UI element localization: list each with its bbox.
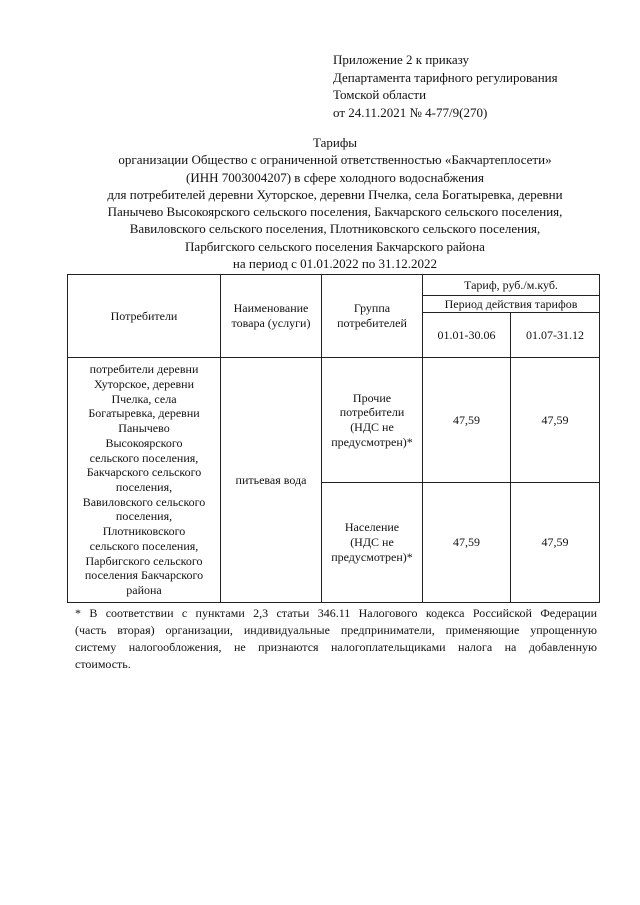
title-line: на период с 01.01.2022 по 31.12.2022 <box>232 256 438 272</box>
group-cell <box>322 483 423 603</box>
appendix-line: Приложение 2 к приказу <box>333 52 470 67</box>
cell-line: Прочие <box>352 390 392 405</box>
cell-line: Бакчарского сельского <box>86 465 202 480</box>
title-line: Вавиловского сельского поселения, Плотниковского сельского поселения, <box>129 221 541 237</box>
cell-line: (НДС не <box>350 535 394 550</box>
footnote-line: * В соответствии с пунктами 2,3 статьи 346.11 Налогового кодекса Российской Федерации <box>75 606 597 620</box>
cell-line: сельского поселения, <box>89 538 199 553</box>
title-line: Парбигского сельского поселения Бакчарского района <box>185 238 485 254</box>
footnote-line: (часть вторая) организации, индивидуальные предприниматели, применяющие упрощенную <box>75 623 597 637</box>
header-consumers: Потребители <box>68 275 221 358</box>
cell-line: потребители деревни <box>89 362 199 377</box>
appendix-line: от 24.11.2021 № 4-77/9(270) <box>333 104 488 120</box>
cell-line: Вавиловского сельского <box>82 494 206 509</box>
cell-line: предусмотрен)* <box>331 434 413 449</box>
title-line: организации Общество с ограниченной ответственностью «Бакчартеплосети» <box>118 152 552 168</box>
tariff-table <box>67 274 600 603</box>
header-period: Период действия тарифов <box>423 296 600 313</box>
cell-line: предусмотрен)* <box>331 549 413 564</box>
cell-line: поселения Бакчарского <box>84 568 204 583</box>
header-product: Наименование товара (услуги) <box>221 275 322 358</box>
header-tariff: Тариф, руб./м.куб. <box>423 275 600 296</box>
cell-line: Пчелка, села <box>111 391 177 406</box>
tariff-value-cell: 47,59 <box>511 358 600 483</box>
product-cell: питьевая вода <box>221 358 322 603</box>
footnote <box>75 605 597 673</box>
group-cell <box>322 358 423 483</box>
tariff-value-cell: 47,59 <box>511 483 600 603</box>
cell-line: поселения, <box>115 480 173 494</box>
cell-line: Население <box>344 520 400 535</box>
footnote-line: стоимость. <box>75 657 131 671</box>
footnote-line: систему налогообложения, не признаются налогоплательщиками налога на добавленную <box>75 640 597 654</box>
header-row <box>68 275 600 296</box>
title-line: (ИНН 7003004207) в сфере холодного водоснабжения <box>185 169 484 185</box>
cell-line: поселения, <box>115 509 173 524</box>
cell-line: сельского поселения, <box>89 450 199 465</box>
consumers-cell <box>68 358 221 603</box>
cell-line: Плотниковского <box>102 524 186 539</box>
cell-line: Хуторское, деревни <box>94 377 194 392</box>
title-line: Панычево Высокоярского сельского поселения, Бакчарского сельского поселения, <box>107 204 563 220</box>
cell-line: Панычево <box>118 421 170 436</box>
cell-line: Высокоярского <box>105 435 183 450</box>
appendix-note <box>333 51 558 121</box>
cell-line: Парбигского сельского <box>85 553 203 568</box>
table-row <box>68 358 600 483</box>
cell-line: (НДС не <box>350 420 394 434</box>
cell-line: района <box>126 582 162 597</box>
cell-line: потребители <box>339 405 405 420</box>
title-line: Тарифы <box>312 135 357 150</box>
header-period-2: 01.07-31.12 <box>511 313 600 358</box>
document-title <box>60 134 610 272</box>
title-line: для потребителей деревни Хуторское, деревни Пчелка, села Богатыревка, деревни <box>107 186 563 202</box>
appendix-line: Департамента тарифного регулирования <box>333 69 558 85</box>
appendix-line: Томской области <box>333 87 427 102</box>
header-group: Группа потребителей <box>322 275 423 358</box>
tariff-value-cell: 47,59 <box>423 483 511 603</box>
tariff-value-cell: 47,59 <box>423 358 511 483</box>
cell-line: Богатыревка, деревни <box>88 406 200 421</box>
header-period-1: 01.01-30.06 <box>423 313 511 358</box>
